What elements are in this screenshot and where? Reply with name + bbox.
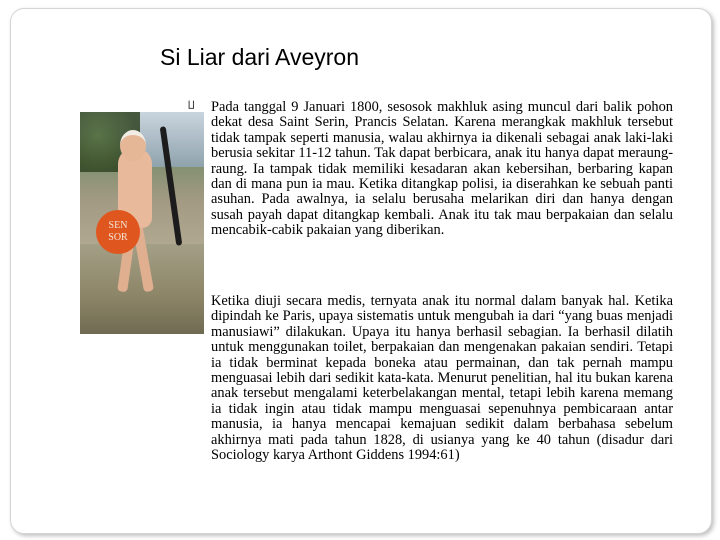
bullet-icon: ∐ xyxy=(188,100,195,110)
censor-badge xyxy=(96,210,140,254)
paragraph-1: Pada tanggal 9 Januari 1800, sesosok makhluk asing muncul dari balik pohon dekat desa Saint Serin, Prancis Selatan. Karena merangkak makhluk tersebut tidak tampak seperti manusia, walau akhirnya ia dikenali sebagai anak laki-laki berusia sekitar 11-12 tahun. Tak dapat berbicara, anak itu hanya dapat meraung-raung. Ia tampak tidak memiliki kesadaran akan kebersihan, berbaring kapan dan di mana pun ia mau. Ketika ditangkap polisi, ia diserahkan ke sebuah panti asuhan. Pada awalnya, ia selalu berusaha melarikan diri dan hanya dengan susah payah dapat ditangkap kembali. Anak itu tak mau berpakaian dan selalu mencabik-cabik pakaian yang diberikan. xyxy=(211,99,673,239)
censor-line-1: SEN xyxy=(108,220,128,231)
censor-line-2: SOR xyxy=(108,232,128,243)
paragraph-2: Ketika diuji secara medis, ternyata anak itu normal dalam banyak hal. Ketika dipindah ke Paris, upaya sistematis untuk mengubah ia dari “yang buas menjadi manusiawi” dilakukan. Upaya itu hanya berhasil sebagian. Ia berhasil dilatih untuk menggunakan toilet, berpakaian dan mengenakan pakaian sendiri. Tetapi ia tidak berminat kepada boneka atau permainan, dan tak pernah mampu menguasai lebih dari sedikit kata-kata. Menurut penelitian, hal itu bukan karena anak tersebut mengalami keterbelakangan mental, tetapi lebih karena memang ia tidak ingin atau tidak mampu menguasai sepenuhnya pembicaraan antar manusia, ia hanya mencapai kemajuan sedikit dalam berbahasa sebelum akhirnya mati pada tahun 1828, di usianya yang ke 40 tahun (disadur dari Sociology karya Arthont Giddens 1994:61) xyxy=(211,293,673,464)
photo-boy-head xyxy=(120,130,146,161)
slide-title: Si Liar dari Aveyron xyxy=(160,44,360,70)
